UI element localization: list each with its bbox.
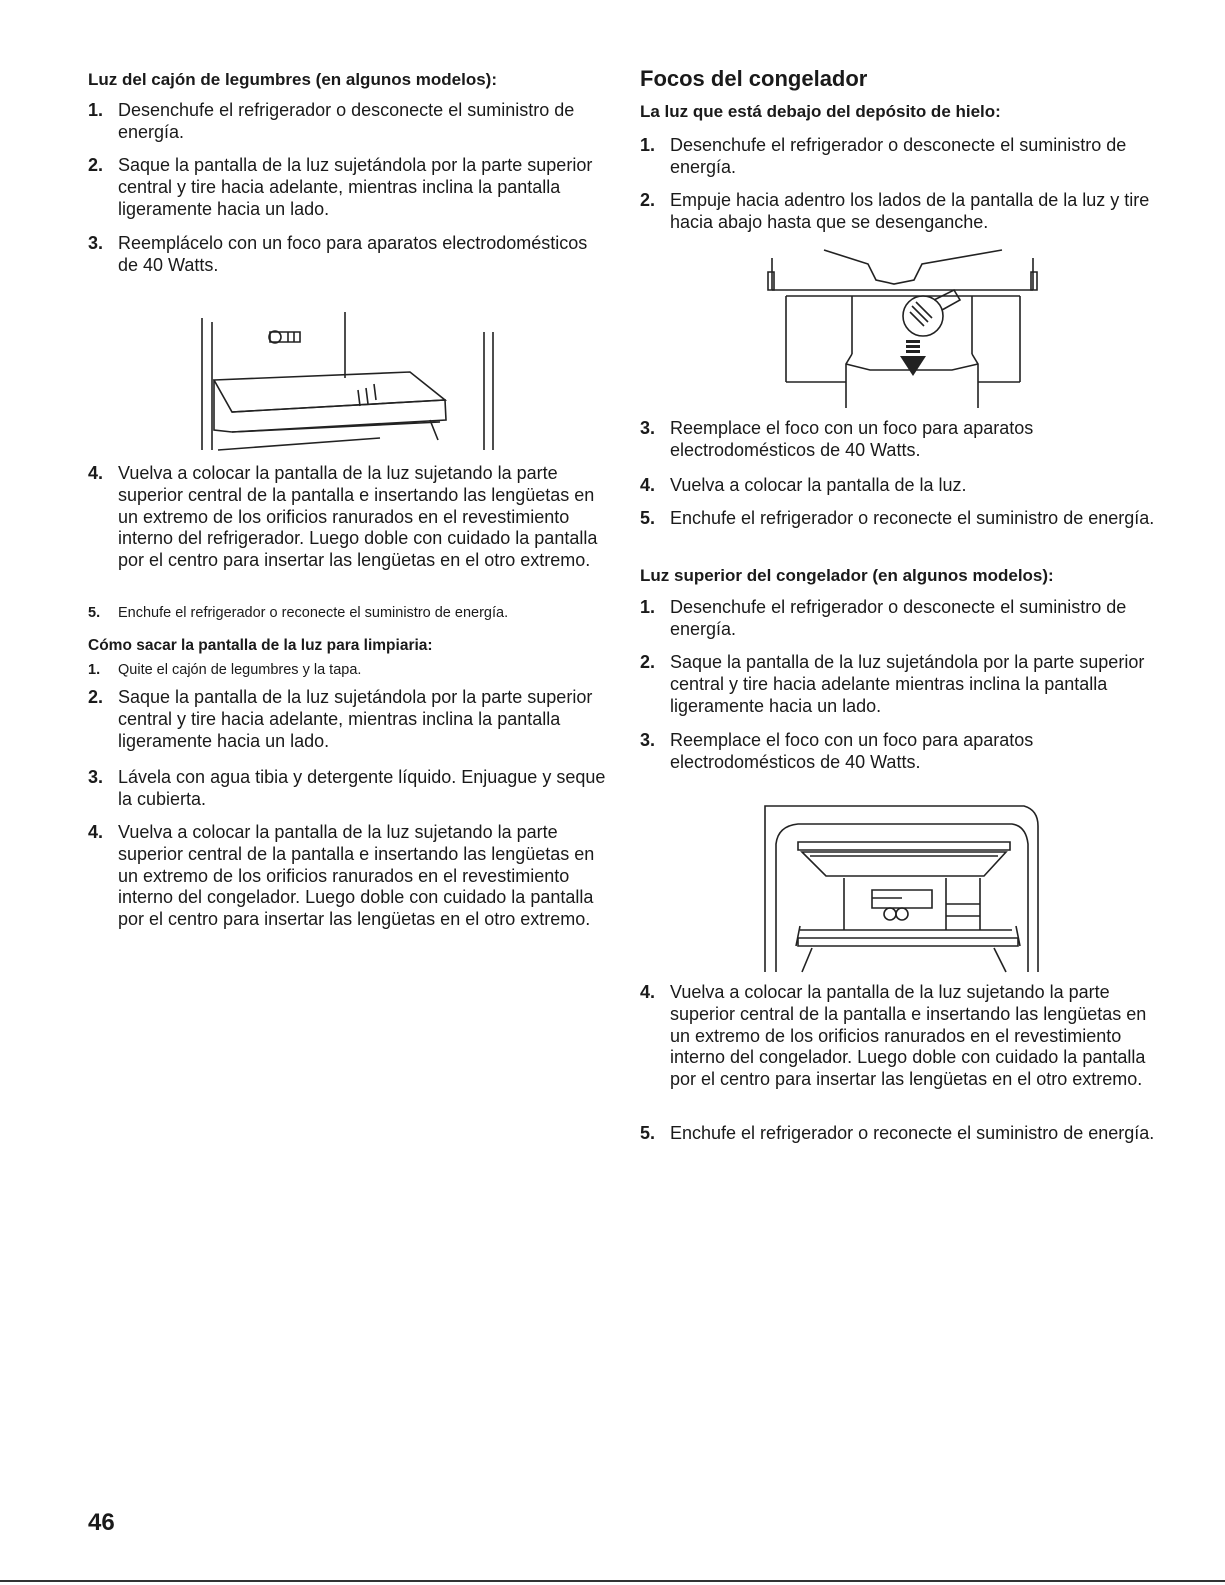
step-text: Vuelva a colocar la pantalla de la luz sujetando la parte superior central de la pantalla e insertando las lengüetas en un extremo de los orificios ranurados en el revestimiento interno del congelador. Luego doble con cuidado la pantalla por el centro para insertar las lengüetas en el otro extremo. [670, 982, 1147, 1090]
step-number: 1. [640, 597, 656, 617]
step-number: 5. [640, 508, 656, 528]
step-text: Empuje hacia adentro los lados de la pantalla de la luz y tire hacia abajo hasta que se desenganche. [670, 190, 1150, 232]
top-light-step-5 [640, 1123, 1160, 1145]
ice-bin-light-illustration [766, 244, 1041, 412]
freezer-lights-title: Focos del congelador [640, 66, 868, 91]
step-number: 3. [88, 767, 104, 787]
step-text: Desenchufe el refrigerador o desconecte el suministro de energía. [118, 100, 575, 142]
cleaning-step-3 [88, 767, 608, 811]
step-text: Reemplácelo con un foco para aparatos electrodomésticos de 40 Watts. [118, 233, 588, 275]
step-text: Desenchufe el refrigerador o desconecte el suministro de energía. [670, 597, 1127, 639]
crisper-step-1 [88, 100, 608, 144]
step-text: Desenchufe el refrigerador o desconecte el suministro de energía. [670, 135, 1127, 177]
top-light-step-3 [640, 730, 1160, 774]
cleaning-step-4 [88, 822, 608, 931]
step-text: Vuelva a colocar la pantalla de la luz sujetando la parte superior central de la pantalla e insertando las lengüetas en un extremo de los orificios ranurados en el revestimiento interno del congelador. Luego doble con cuidado la pantalla por el centro para insertar las lengüetas en el otro extremo. [118, 822, 595, 930]
step-number: 4. [640, 982, 656, 1002]
ice-bin-step-2 [640, 190, 1160, 234]
crisper-light-illustration [200, 308, 500, 458]
top-light-step-2 [640, 652, 1160, 717]
step-number: 2. [640, 190, 656, 210]
step-text: Enchufe el refrigerador o reconecte el suministro de energía. [118, 605, 509, 621]
crisper-step-2 [88, 155, 608, 220]
step-number: 2. [640, 652, 656, 672]
cleaning-step-1 [88, 660, 608, 680]
step-number: 4. [88, 463, 104, 483]
bottom-rule [0, 1580, 1225, 1582]
step-number: 1. [88, 662, 101, 678]
step-text: Reemplace el foco con un foco para aparatos electrodomésticos de 40 Watts. [670, 418, 1034, 460]
ice-bin-step-3 [640, 418, 1160, 462]
step-number: 4. [640, 475, 656, 495]
step-number: 5. [640, 1123, 656, 1143]
step-number: 3. [640, 418, 656, 438]
step-text: Lávela con agua tibia y detergente líquido. Enjuague y seque la cubierta. [118, 767, 606, 809]
step-text: Reemplace el foco con un foco para aparatos electrodomésticos de 40 Watts. [670, 730, 1034, 772]
step-number: 4. [88, 822, 104, 842]
step-number: 2. [88, 687, 104, 707]
freezer-top-light-heading: Luz superior del congelador (en algunos modelos): [640, 566, 1054, 585]
step-number: 1. [88, 100, 104, 120]
ice-bin-light-heading: La luz que está debajo del depósito de hielo: [640, 102, 1001, 121]
step-text: Enchufe el refrigerador o reconecte el suministro de energía. [670, 508, 1155, 528]
step-text: Vuelva a colocar la pantalla de la luz. [670, 475, 967, 495]
step-number: 5. [88, 605, 101, 621]
cleaning-step-2 [88, 687, 608, 752]
crisper-light-heading: Luz del cajón de legumbres (en algunos modelos): [88, 70, 497, 89]
step-number: 2. [88, 155, 104, 175]
crisper-step-3 [88, 233, 608, 277]
step-number: 1. [640, 135, 656, 155]
step-number: 3. [88, 233, 104, 253]
page-number: 46 [88, 1509, 115, 1536]
ice-bin-step-4 [640, 475, 1160, 497]
step-text: Enchufe el refrigerador o reconecte el suministro de energía. [670, 1123, 1155, 1143]
crisper-step-5 [88, 603, 608, 623]
freezer-top-light-illustration [762, 804, 1044, 974]
step-text: Saque la pantalla de la luz sujetándola por la parte superior central y tire hacia adelante, mientras inclina la pantalla ligeramente hacia un lado. [118, 155, 593, 219]
step-text: Vuelva a colocar la pantalla de la luz sujetando la parte superior central de la pantalla e insertando las lengüetas en un extremo de los orificios ranurados en el revestimiento interno del refrigerador. Luego doble con cuidado la pantalla por el centro para insertar las lengüetas en el otro extremo. [118, 463, 598, 571]
step-text: Saque la pantalla de la luz sujetándola por la parte superior central y tire hacia adelante mientras inclina la pantalla ligeramente hacia un lado. [670, 652, 1145, 716]
ice-bin-step-5 [640, 508, 1160, 530]
step-number: 3. [640, 730, 656, 750]
step-text: Quite el cajón de legumbres y la tapa. [118, 662, 362, 678]
top-light-step-4 [640, 982, 1160, 1091]
cleaning-shield-heading: Cómo sacar la pantalla de la luz para limpiaria: [88, 637, 433, 654]
ice-bin-step-1 [640, 135, 1160, 179]
crisper-step-4 [88, 463, 608, 572]
top-light-step-1 [640, 597, 1160, 641]
step-text: Saque la pantalla de la luz sujetándola por la parte superior central y tire hacia adelante, mientras inclina la pantalla ligeramente hacia un lado. [118, 687, 593, 751]
